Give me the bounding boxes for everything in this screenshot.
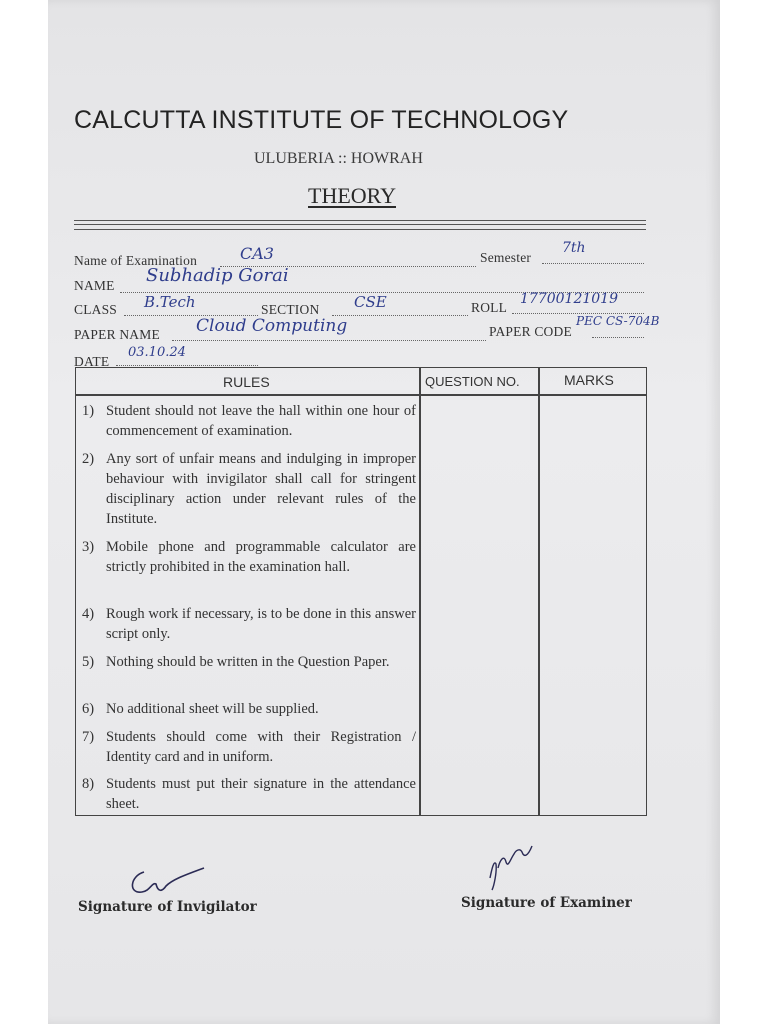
rule-text: Mobile phone and programmable calculator are strictly prohibited in the examination hall. bbox=[106, 539, 416, 575]
rules-table bbox=[75, 367, 647, 816]
paper-name-value: Cloud Computing bbox=[196, 316, 348, 336]
rule-number: 8) bbox=[82, 776, 95, 792]
class-label: CLASS bbox=[74, 302, 118, 317]
header-divider-mid bbox=[74, 224, 646, 225]
date-line bbox=[116, 364, 258, 366]
rule-text: Students must put their signature in the attendance sheet. bbox=[106, 776, 416, 812]
section-label: SECTION bbox=[261, 302, 320, 317]
marks-header: MARKS bbox=[564, 372, 614, 388]
rule-number: 6) bbox=[82, 701, 95, 717]
rule-number: 4) bbox=[82, 606, 95, 622]
roll-value: 17700121019 bbox=[520, 291, 618, 307]
rule-text: Nothing should be written in the Question Paper. bbox=[106, 654, 390, 670]
script-type: THEORY bbox=[308, 183, 396, 208]
paper-code-value: PEC CS-704B bbox=[576, 314, 660, 328]
invigilator-signature-mark bbox=[126, 862, 210, 902]
paper-code-label: PAPER CODE bbox=[489, 324, 572, 339]
question-no-header: QUESTION NO. bbox=[425, 374, 520, 389]
date-label: DATE bbox=[74, 354, 110, 369]
examiner-signature-mark bbox=[484, 838, 540, 894]
rule-text: Any sort of unfair means and indulging in improper behaviour with invigilator shall call for stringent disciplinary action under relevant rules of the Institute. bbox=[106, 451, 416, 527]
semester-line bbox=[542, 262, 644, 264]
background-right bbox=[720, 0, 768, 1024]
paper-code-line bbox=[592, 336, 644, 338]
date-value: 03.10.24 bbox=[128, 345, 186, 360]
paper-name-line bbox=[172, 339, 486, 341]
rule-text: Students should come with their Registration / Identity card and in uniform. bbox=[106, 729, 416, 765]
student-name-label: NAME bbox=[74, 278, 115, 293]
header-row-divider bbox=[76, 394, 646, 396]
invigilator-signature-label: Signature of Invigilator bbox=[78, 899, 257, 915]
column-divider-1 bbox=[419, 368, 421, 815]
rule-text: No additional sheet will be supplied. bbox=[106, 701, 319, 717]
rule-number: 2) bbox=[82, 451, 95, 467]
roll-label: ROLL bbox=[471, 300, 508, 315]
semester-label: Semester bbox=[480, 250, 532, 265]
semester-value: 7th bbox=[562, 240, 586, 256]
section-value: CSE bbox=[354, 293, 387, 311]
rule-number: 7) bbox=[82, 729, 95, 745]
rules-header: RULES bbox=[223, 374, 270, 390]
rule-number: 3) bbox=[82, 539, 95, 555]
exam-name-value: CA3 bbox=[240, 244, 274, 263]
rule-number: 1) bbox=[82, 403, 95, 419]
column-divider-2 bbox=[538, 368, 540, 815]
rule-number: 5) bbox=[82, 654, 95, 670]
institute-name: CALCUTTA INSTITUTE OF TECHNOLOGY bbox=[74, 106, 569, 134]
class-value: B.Tech bbox=[144, 293, 196, 311]
section-line bbox=[332, 314, 468, 316]
institute-location: ULUBERIA :: HOWRAH bbox=[254, 150, 423, 167]
rule-text: Rough work if necessary, is to be done in this answer script only. bbox=[106, 606, 416, 642]
background-left bbox=[0, 0, 48, 1024]
student-name-value: Subhadip Gorai bbox=[146, 265, 289, 286]
rule-text: Student should not leave the hall within one hour of commencement of examination. bbox=[106, 403, 416, 439]
examiner-signature-label: Signature of Examiner bbox=[461, 895, 632, 911]
paper-name-label: PAPER NAME bbox=[74, 327, 160, 342]
exam-name-label: Name of Examination bbox=[74, 253, 198, 268]
header-divider-bottom bbox=[74, 229, 646, 230]
header-divider-top bbox=[74, 220, 646, 221]
